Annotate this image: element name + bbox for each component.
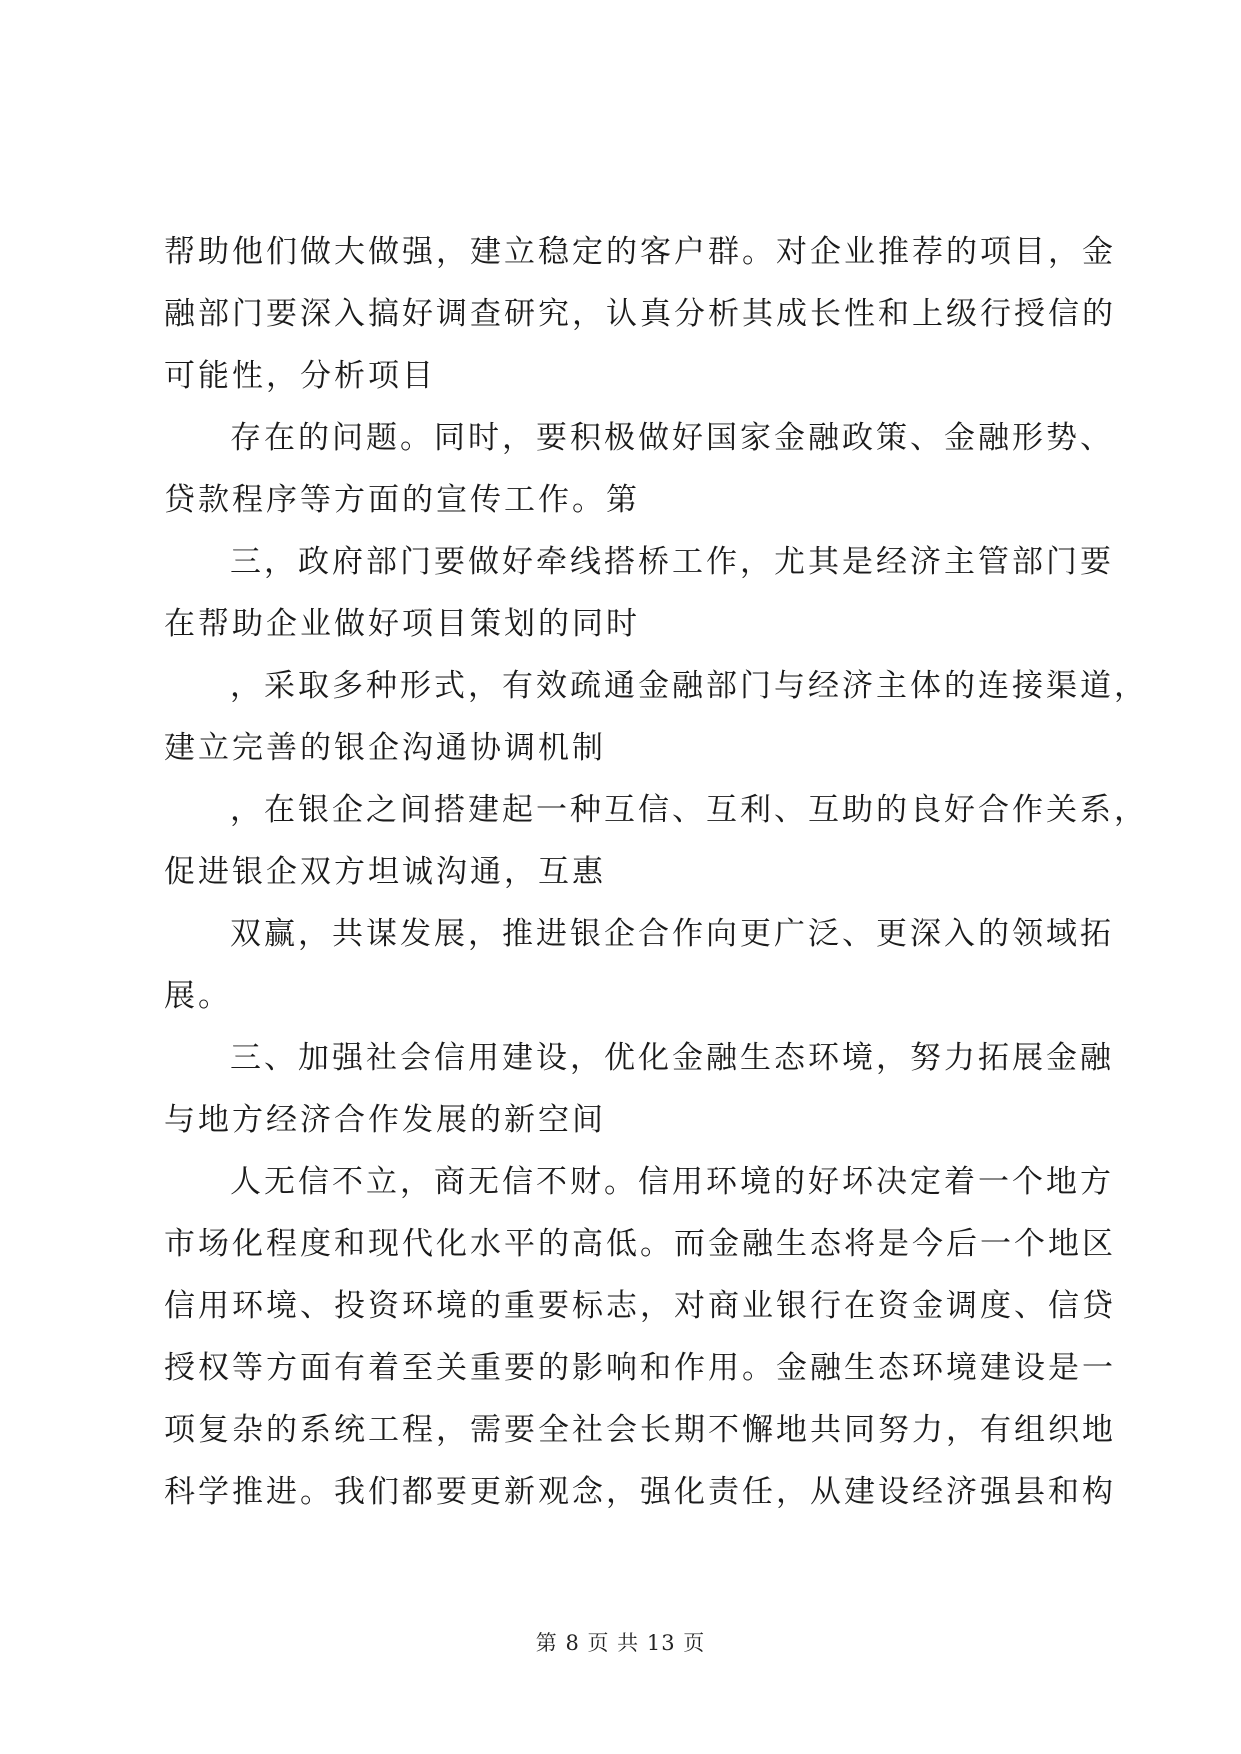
body-line: 市场化程度和现代化水平的高低。而金融生态将是今后一个地区 (164, 1226, 1116, 1262)
section-heading-continuation: 与地方经济合作发展的新空间 (164, 1102, 606, 1138)
body-line: 帮助他们做大做强，建立稳定的客户群。对企业推荐的项目，金 (164, 234, 1116, 270)
body-line: 贷款程序等方面的宣传工作。第 (164, 482, 640, 518)
body-line: 项复杂的系统工程，需要全社会长期不懈地共同努力，有组织地 (164, 1412, 1116, 1448)
body-line: 建立完善的银企沟通协调机制 (164, 730, 606, 766)
body-line: 促进银企双方坦诚沟通，互惠 (164, 854, 606, 890)
body-line: 展。 (164, 978, 232, 1014)
body-line: 双赢，共谋发展，推进银企合作向更广泛、更深入的领域拓 (230, 916, 1114, 952)
body-line: ，采取多种形式，有效疏通金融部门与经济主体的连接渠道， (230, 668, 1148, 704)
body-line: 融部门要深入搞好调查研究，认真分析其成长性和上级行授信的 (164, 296, 1116, 332)
document-body (164, 230, 1148, 1532)
section-heading: 三、加强社会信用建设，优化金融生态环境，努力拓展金融 (230, 1040, 1114, 1076)
body-line: 三，政府部门要做好牵线搭桥工作，尤其是经济主管部门要 (230, 544, 1114, 580)
body-line: ，在银企之间搭建起一种互信、互利、互助的良好合作关系， (230, 792, 1148, 828)
body-line: 在帮助企业做好项目策划的同时 (164, 606, 640, 642)
body-line: 授权等方面有着至关重要的影响和作用。金融生态环境建设是一 (164, 1350, 1116, 1386)
page-number-footer: 第 8 页 共 13 页 (535, 1631, 706, 1655)
body-line: 可能性，分析项目 (164, 358, 436, 394)
body-line: 信用环境、投资环境的重要标志，对商业银行在资金调度、信贷 (164, 1288, 1116, 1324)
body-line: 人无信不立，商无信不财。信用环境的好坏决定着一个地方 (230, 1164, 1114, 1200)
body-line: 存在的问题。同时，要积极做好国家金融政策、金融形势、 (230, 420, 1114, 456)
body-line: 科学推进。我们都要更新观念，强化责任，从建设经济强县和构 (164, 1474, 1116, 1510)
